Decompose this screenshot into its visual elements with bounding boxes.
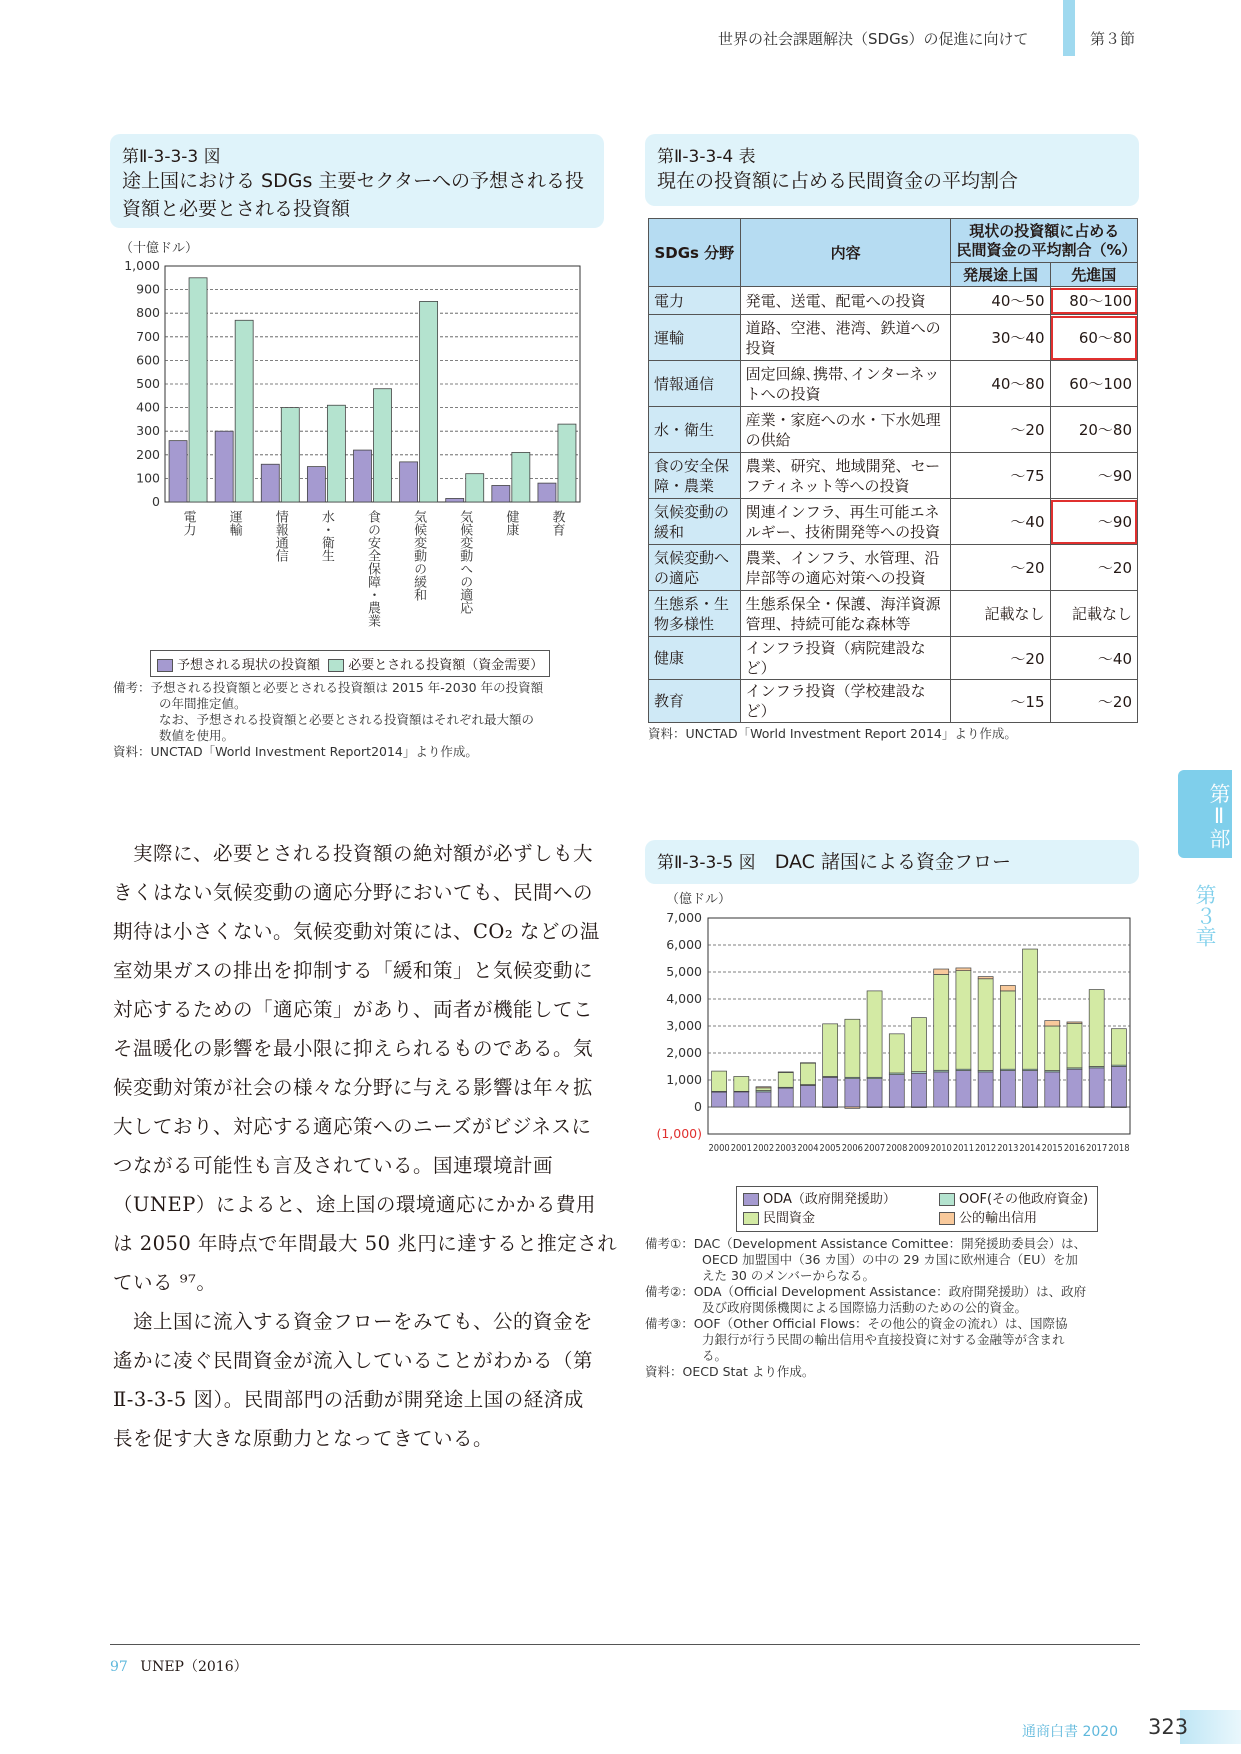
f5-y-tick: 1,000 xyxy=(666,1072,702,1087)
figure3-notes xyxy=(113,680,613,760)
table4-advanced: 80〜100 xyxy=(1050,287,1137,315)
f3-y-tick: 600 xyxy=(136,352,160,368)
f5-bar-segment xyxy=(1111,1107,1126,1108)
table4-row xyxy=(649,407,1138,453)
table4-field xyxy=(649,637,741,680)
table4-content-line: インフラ投資（病院建設など） xyxy=(745,639,926,677)
table4-field-line: 気候変動へ xyxy=(654,548,730,567)
f5-bar-segment xyxy=(889,1107,904,1108)
f3-bar-current xyxy=(400,462,418,502)
table4-content-line: フティネット等への投資 xyxy=(745,476,910,495)
table4-field xyxy=(649,591,741,637)
f5-bar-segment xyxy=(823,1107,838,1108)
body-line: （UNEP）によると、途上国の環境適応にかかる費用 xyxy=(113,1193,596,1216)
chapter-tab: 第３章 xyxy=(1193,883,1217,947)
legend-oof: OOF(その他政府資金) xyxy=(959,1192,1089,1207)
body-line: きくはない気候変動の適応分野においても、民間への xyxy=(113,881,594,904)
f5-bar-segment xyxy=(756,1092,771,1107)
f5-y-tick: 7,000 xyxy=(666,910,702,925)
legend-current: 予想される現状の投資額 xyxy=(177,658,321,673)
f3-x-label: 電力 xyxy=(180,510,196,536)
f5-bar-segment xyxy=(978,1072,993,1107)
f5-bar-segment xyxy=(845,1019,860,1077)
f5-bar-segment xyxy=(1067,1023,1082,1068)
f3-x-label: 気候変動への適応 xyxy=(457,510,473,614)
f5-x-label: 2005 xyxy=(819,1143,841,1154)
f3-x-label: 気候変動の緩和 xyxy=(411,510,427,601)
f3-bar-required xyxy=(327,405,345,502)
f3-y-tick: 1,000 xyxy=(124,258,160,273)
f3-bar-current xyxy=(354,450,372,502)
f5-x-label: 2014 xyxy=(1019,1143,1041,1154)
table4-field xyxy=(649,361,741,407)
f5-x-label: 2010 xyxy=(930,1143,952,1154)
table4-field xyxy=(649,315,741,361)
table4-content-line: 産業・家庭への水・下水処理 xyxy=(745,410,941,429)
figure3-legend xyxy=(150,650,550,677)
table4-field xyxy=(649,499,741,545)
table4-content-line: ルギー、技術開発等への投資 xyxy=(745,522,941,541)
figure5-title-box xyxy=(645,840,1139,884)
body-line: 候変動対策が社会の様々な分野に与える影響は年々拡 xyxy=(113,1076,594,1099)
table4 xyxy=(648,218,1138,723)
f5-x-label: 2017 xyxy=(1086,1143,1108,1154)
table4-advanced: 〜20 xyxy=(1050,545,1137,591)
f5-bar-segment xyxy=(912,1107,927,1108)
table4-content-line: 関連インフラ、再生可能エネ xyxy=(745,502,940,521)
table4-row xyxy=(649,591,1138,637)
table4-content xyxy=(740,407,951,453)
figure3-number: 第Ⅱ-3-3-3 図 xyxy=(122,147,221,167)
table4-advanced: 60〜80 xyxy=(1050,315,1137,361)
table4-content-line: 生態系保全・保護、海洋資源 xyxy=(745,594,941,613)
legend-private: 民間資金 xyxy=(763,1211,816,1226)
table4-field-line: 物多様性 xyxy=(654,614,715,633)
note5-1c: えた 30 のメンバーからなる。 xyxy=(702,1268,875,1283)
table4-developing: 40〜80 xyxy=(951,361,1050,407)
note5-3b: 力銀行が行う民間の輸出信用や直接投資に対する金融等が含まれ xyxy=(702,1332,1065,1347)
table4-developing: 〜20 xyxy=(951,545,1050,591)
table4-field xyxy=(649,680,741,723)
f3-bar-required xyxy=(281,408,299,502)
legend-swatch-required xyxy=(328,659,344,672)
f5-bar-segment xyxy=(1067,1022,1082,1023)
f5-bar-segment xyxy=(956,1071,971,1107)
f3-y-tick: 200 xyxy=(136,446,160,462)
legend-swatch-oof xyxy=(939,1193,955,1206)
table4-content xyxy=(740,453,951,499)
table4-content xyxy=(740,315,951,361)
f5-bar-segment xyxy=(934,974,949,1070)
table4-source: 資料：UNCTAD「World Investment Report 2014」より作成。 xyxy=(648,726,1017,741)
f5-bar-segment xyxy=(756,1087,771,1088)
f3-bar-required xyxy=(558,424,576,502)
figure3-source: 資料：UNCTAD「World Investment Report2014」より作成。 xyxy=(113,744,478,759)
body-line: Ⅱ-3-3-5 図）。民間部門の活動が開発途上国の経済成 xyxy=(113,1388,584,1411)
table4-content xyxy=(740,680,951,723)
f3-y-tick: 900 xyxy=(136,281,160,297)
figure5-notes xyxy=(645,1236,1145,1380)
f5-bar-segment xyxy=(867,1107,882,1108)
f3-bar-required xyxy=(512,452,530,502)
body-line: 大しており、対応する適応策へのニーズがビジネスに xyxy=(113,1115,592,1138)
f5-bar-segment xyxy=(1045,1072,1060,1107)
legend-swatch-oda xyxy=(743,1193,759,1206)
table4-developing: 〜15 xyxy=(951,680,1050,723)
table4-field xyxy=(649,545,741,591)
running-header-title: 世界の社会課題解決（SDGs）の促進に向けて xyxy=(718,30,1029,48)
table4-content-line: 道路、空港、港湾、鉄道への xyxy=(745,318,941,337)
f5-y-tick: 6,000 xyxy=(666,937,702,952)
f5-x-label: 2008 xyxy=(886,1143,908,1154)
table4-row xyxy=(649,315,1138,361)
table4-row xyxy=(649,545,1138,591)
figure3-unit: （十億ドル） xyxy=(120,241,199,256)
table4-header-ratio xyxy=(951,219,1138,263)
table4-field-line: 緩和 xyxy=(654,522,685,541)
f5-bar-segment xyxy=(1089,1068,1104,1107)
table4-content xyxy=(740,361,951,407)
f5-bar-segment xyxy=(1111,1029,1126,1065)
f5-bar-segment xyxy=(912,1018,927,1072)
f5-bar-segment xyxy=(823,1077,838,1107)
note-line1: 予想される投資額と必要とされる投資額は 2015 年-2030 年の投資額 xyxy=(150,680,544,695)
note-line2: の年間推定値。 xyxy=(159,696,247,711)
f5-x-label: 2013 xyxy=(997,1143,1019,1154)
note5-2a: 備考②：ODA（Official Development Assistance：政府開発援助）は、政府 xyxy=(645,1284,1087,1299)
table4-content-line: 発電、送電、配電への投資 xyxy=(745,291,926,310)
table4-title: 現在の投資額に占める民間資金の平均割合 xyxy=(657,170,1019,192)
figure5-number: 第Ⅱ-3-3-5 図 xyxy=(657,853,756,873)
note-line4: 数値を使用。 xyxy=(159,728,235,743)
f5-x-label: 2000 xyxy=(708,1143,730,1154)
f5-bar-segment xyxy=(934,1072,949,1107)
table4-content xyxy=(740,545,951,591)
body-line: ている ⁹⁷。 xyxy=(113,1271,217,1294)
f3-bar-required xyxy=(374,389,392,502)
table4-row xyxy=(649,680,1138,723)
table4-header-field: SDGs 分野 xyxy=(649,219,741,287)
legend-oda: ODA（政府開発援助） xyxy=(763,1192,896,1207)
table4-header-ratio-line1: 現状の投資額に占める xyxy=(969,221,1120,240)
figure5-unit: （億ドル） xyxy=(666,892,732,907)
part-tab: 第Ⅱ部 xyxy=(1178,770,1232,858)
f5-y-tick: (1,000) xyxy=(656,1126,702,1141)
f5-bar-segment xyxy=(734,1092,749,1107)
table4-header-developing: 発展途上国 xyxy=(951,263,1050,287)
body-line: つながる可能性も言及されている。国連環境計画 xyxy=(113,1154,554,1177)
legend-swatch-current xyxy=(157,659,173,672)
f3-y-tick: 100 xyxy=(136,470,160,486)
note5-1b: OECD 加盟国中（36 カ国）の中の 29 カ国に欧州連合（EU）を加 xyxy=(702,1252,1078,1267)
f5-bar-segment xyxy=(1111,1067,1126,1108)
table4-field-line: 障・農業 xyxy=(654,476,715,495)
table4-field-line: 生態系・生 xyxy=(654,594,730,613)
f3-y-tick: 300 xyxy=(136,423,160,439)
table4-field-line: 運輸 xyxy=(654,328,685,347)
f3-x-label: 教育 xyxy=(549,510,565,536)
f5-x-label: 2003 xyxy=(775,1143,797,1154)
f3-bar-current xyxy=(215,431,233,502)
f3-bar-required xyxy=(189,278,207,502)
f5-x-label: 2012 xyxy=(975,1143,997,1154)
body-line: 期待は小さくない。気候変動対策には、CO₂ などの温 xyxy=(113,920,600,943)
f5-x-label: 2007 xyxy=(863,1143,886,1154)
f5-bar-segment xyxy=(823,1024,838,1077)
footnote-rule xyxy=(110,1644,1140,1645)
f5-bar-segment xyxy=(1067,1069,1082,1107)
f5-x-label: 2004 xyxy=(797,1143,819,1154)
table4-row xyxy=(649,453,1138,499)
f5-bar-segment xyxy=(1045,1026,1060,1071)
f5-bar-segment xyxy=(734,1076,749,1091)
f5-bar-segment xyxy=(778,1072,793,1073)
note-line3: なお、予想される投資額と必要とされる投資額はそれぞれ最大額の xyxy=(159,712,535,727)
footnote-text: UNEP（2016） xyxy=(140,1659,248,1675)
f5-bar-segment xyxy=(712,1071,727,1091)
f5-x-label: 2006 xyxy=(841,1143,863,1154)
table4-number: 第Ⅱ-3-3-4 表 xyxy=(657,147,756,167)
page-number: 323 xyxy=(1148,1715,1189,1739)
f3-x-label: 情報通信 xyxy=(272,510,288,562)
body-line: 途上国に流入する資金フローをみても、公的資金を xyxy=(133,1310,594,1333)
legend-swatch-export xyxy=(939,1212,955,1225)
body-line: 対応するための「適応策」があり、両者が機能してこ xyxy=(113,998,594,1021)
table4-developing: 40〜50 xyxy=(951,287,1050,315)
table4-header-content: 内容 xyxy=(740,219,951,287)
note5-1a: 備考①：DAC（Development Assistance Comittee：開発援助委員会）は、 xyxy=(645,1236,1087,1251)
table4-field-line: 情報通信 xyxy=(654,374,715,393)
table4-advanced: 〜20 xyxy=(1050,680,1137,723)
body-line: は 2050 年時点で年間最大 50 兆円に達すると推定され xyxy=(113,1232,618,1255)
f3-y-tick: 700 xyxy=(136,328,160,344)
table4-field-line: 気候変動の xyxy=(654,502,730,521)
f3-x-label: 食の安全保障・農業 xyxy=(365,510,380,627)
table4-content-line: の供給 xyxy=(745,430,791,449)
note5-3a: 備考③：OOF（Other Official Flows：その他公的資金の流れ）は、国際協 xyxy=(645,1316,1068,1331)
table4-header-ratio-line2: 民間資金の平均割合（%） xyxy=(956,240,1137,259)
legend-export: 公的輸出信用 xyxy=(959,1211,1038,1226)
f5-bar-segment xyxy=(978,977,993,979)
footnote-number: 97 xyxy=(110,1659,128,1675)
table4-developing: 〜20 xyxy=(951,407,1050,453)
table4-developing: 〜40 xyxy=(951,499,1050,545)
f5-bar-segment xyxy=(778,1072,793,1087)
f3-bar-current xyxy=(492,485,510,502)
figure5-legend xyxy=(736,1186,1098,1232)
f3-x-label: 運輸 xyxy=(226,510,242,536)
f5-x-label: 2009 xyxy=(908,1143,930,1154)
f5-x-label: 2018 xyxy=(1108,1143,1130,1154)
f5-x-label: 2016 xyxy=(1063,1143,1086,1154)
table4-field xyxy=(649,407,741,453)
body-line: 室効果ガスの排出を抑制する「緩和策」と気候変動に xyxy=(113,959,594,982)
table4-field xyxy=(649,287,741,315)
body-line: 長を促す大きな原動力となってきている。 xyxy=(113,1427,494,1450)
note5-2b: 及び政府関係機関による国際協力活動のための公的資金。 xyxy=(702,1300,1028,1315)
figure3-chart xyxy=(110,236,604,656)
f5-bar-segment xyxy=(1089,990,1104,1067)
f5-y-tick: 4,000 xyxy=(666,991,702,1006)
figure5-chart xyxy=(640,888,1140,1178)
f3-bar-required xyxy=(235,320,253,502)
table4-content xyxy=(740,591,951,637)
table4-field-line: 食の安全保 xyxy=(654,456,730,475)
f5-bar-segment xyxy=(912,1073,927,1107)
f5-bar-segment xyxy=(800,1063,815,1085)
f5-bar-segment xyxy=(867,1079,882,1107)
f5-x-label: 2015 xyxy=(1041,1143,1063,1154)
table4-content xyxy=(740,499,951,545)
f3-bar-current xyxy=(261,464,279,502)
f5-bar-segment xyxy=(934,969,949,974)
f5-bar-segment xyxy=(1000,1071,1015,1107)
figure5-source: 資料：OECD Stat より作成。 xyxy=(645,1364,815,1379)
table4-content xyxy=(740,287,951,315)
table4-advanced: 記載なし xyxy=(1050,591,1137,637)
f5-x-label: 2001 xyxy=(730,1143,752,1154)
table4-row xyxy=(649,499,1138,545)
f5-y-tick: 2,000 xyxy=(666,1045,702,1060)
body-line: 実際に、必要とされる投資額の絶対額が必ずしも大 xyxy=(133,842,594,865)
table4-row xyxy=(649,637,1138,680)
f5-y-tick: 5,000 xyxy=(666,964,702,979)
header-accent-bar xyxy=(1063,0,1075,56)
f3-bar-required xyxy=(466,474,484,502)
table4-advanced: 〜90 xyxy=(1050,499,1137,545)
f5-bar-segment xyxy=(889,1034,904,1073)
f5-bar-segment xyxy=(867,991,882,1077)
table4-content-line: インフラ投資（学校建設など） xyxy=(745,682,926,720)
f5-bar-segment xyxy=(1000,991,1015,1069)
f3-bar-required xyxy=(420,301,438,502)
table4-content-line: 農業、研究、地域開発、セー xyxy=(745,456,941,475)
table4-content-line: トへの投資 xyxy=(745,384,821,403)
f5-bar-segment xyxy=(1089,1107,1104,1108)
f3-bar-current xyxy=(169,441,187,502)
table4-field-line: 水・衛生 xyxy=(654,420,715,439)
f3-bar-current xyxy=(307,467,325,502)
table4-developing: 〜75 xyxy=(951,453,1050,499)
table4-field xyxy=(649,453,741,499)
legend-required: 必要とされる投資額（資金需要） xyxy=(348,658,544,673)
f3-y-tick: 500 xyxy=(136,376,160,391)
f3-bar-current xyxy=(538,483,556,502)
f5-y-tick: 3,000 xyxy=(666,1018,702,1033)
table4-advanced: 20〜80 xyxy=(1050,407,1137,453)
f5-bar-segment xyxy=(956,968,971,971)
f3-x-label: 健康 xyxy=(503,510,519,536)
f5-y-tick: 0 xyxy=(694,1099,702,1114)
f3-y-tick: 400 xyxy=(136,399,160,415)
figure3-title-line2: 資額と必要とされる投資額 xyxy=(122,198,351,220)
table4-field-line: 教育 xyxy=(654,692,685,710)
f3-y-tick: 0 xyxy=(152,494,160,509)
figure3-title-box xyxy=(110,134,604,228)
body-text xyxy=(113,834,618,1458)
table4-content-line: 管理、持続可能な森林等 xyxy=(745,614,911,633)
body-line: 遙かに凌ぐ民間資金が流入していることがわかる（第 xyxy=(113,1349,594,1372)
f5-bar-segment xyxy=(956,971,971,1070)
body-line: そ温暖化の影響を最小限に抑えられるものである。気 xyxy=(113,1037,594,1060)
table4-developing: 記載なし xyxy=(951,591,1050,637)
f5-bar-segment xyxy=(1023,949,1038,1069)
f3-y-tick: 800 xyxy=(136,305,160,321)
legend-swatch-private xyxy=(743,1212,759,1225)
table4-field-line: 電力 xyxy=(654,291,685,310)
table4-developing: 〜20 xyxy=(951,637,1050,680)
f5-bar-segment xyxy=(800,1085,815,1107)
f5-x-label: 2002 xyxy=(752,1143,775,1154)
table4-field-line: の適応 xyxy=(654,568,700,587)
table4-content-line: 岸部等の適応対策への投資 xyxy=(745,568,926,587)
table4-row xyxy=(649,361,1138,407)
f5-bar-segment xyxy=(845,1107,860,1108)
table4-advanced: 60〜100 xyxy=(1050,361,1137,407)
f5-bar-segment xyxy=(1023,1107,1038,1108)
table4-advanced: 〜90 xyxy=(1050,453,1137,499)
table4-content-line: 投資 xyxy=(745,338,776,357)
note5-3c: る。 xyxy=(702,1348,728,1363)
f5-bar-segment xyxy=(756,1088,771,1091)
table4-row xyxy=(649,287,1138,315)
f5-bar-segment xyxy=(1045,1021,1060,1026)
table4-content-line: 固定回線､携帯､インターネッ xyxy=(745,364,940,383)
figure5-title: DAC 諸国による資金フロー xyxy=(774,851,1011,873)
f5-bar-segment xyxy=(1023,1071,1038,1107)
table4-content xyxy=(740,637,951,680)
f5-bar-segment xyxy=(778,1088,793,1107)
table4-developing: 30〜40 xyxy=(951,315,1050,361)
note-label: 備考： xyxy=(113,680,151,695)
table4-content-line: 農業、インフラ、水管理、沿 xyxy=(745,548,940,567)
running-header-section: 第３節 xyxy=(1090,30,1136,48)
footer-book: 通商白書 2020 xyxy=(1022,1724,1119,1740)
f3-x-label: 水・衛生 xyxy=(318,510,334,562)
f5-bar-segment xyxy=(845,1079,860,1107)
footer-accent xyxy=(1180,1710,1241,1744)
f5-bar-segment xyxy=(712,1092,727,1107)
table4-title-box xyxy=(645,134,1139,206)
f5-bar-segment xyxy=(978,979,993,1071)
figure3-title-line1: 途上国における SDGs 主要セクターへの予想される投 xyxy=(122,170,585,192)
f5-bar-segment xyxy=(1000,986,1015,991)
table4-field-line: 健康 xyxy=(654,649,685,667)
table4-advanced: 〜40 xyxy=(1050,637,1137,680)
table4-header-advanced: 先進国 xyxy=(1050,263,1137,287)
f5-bar-segment xyxy=(800,1063,815,1064)
f5-bar-segment xyxy=(889,1075,904,1107)
footnote xyxy=(110,1656,248,1676)
f5-x-label: 2011 xyxy=(952,1143,975,1154)
f3-bar-current xyxy=(446,498,464,502)
